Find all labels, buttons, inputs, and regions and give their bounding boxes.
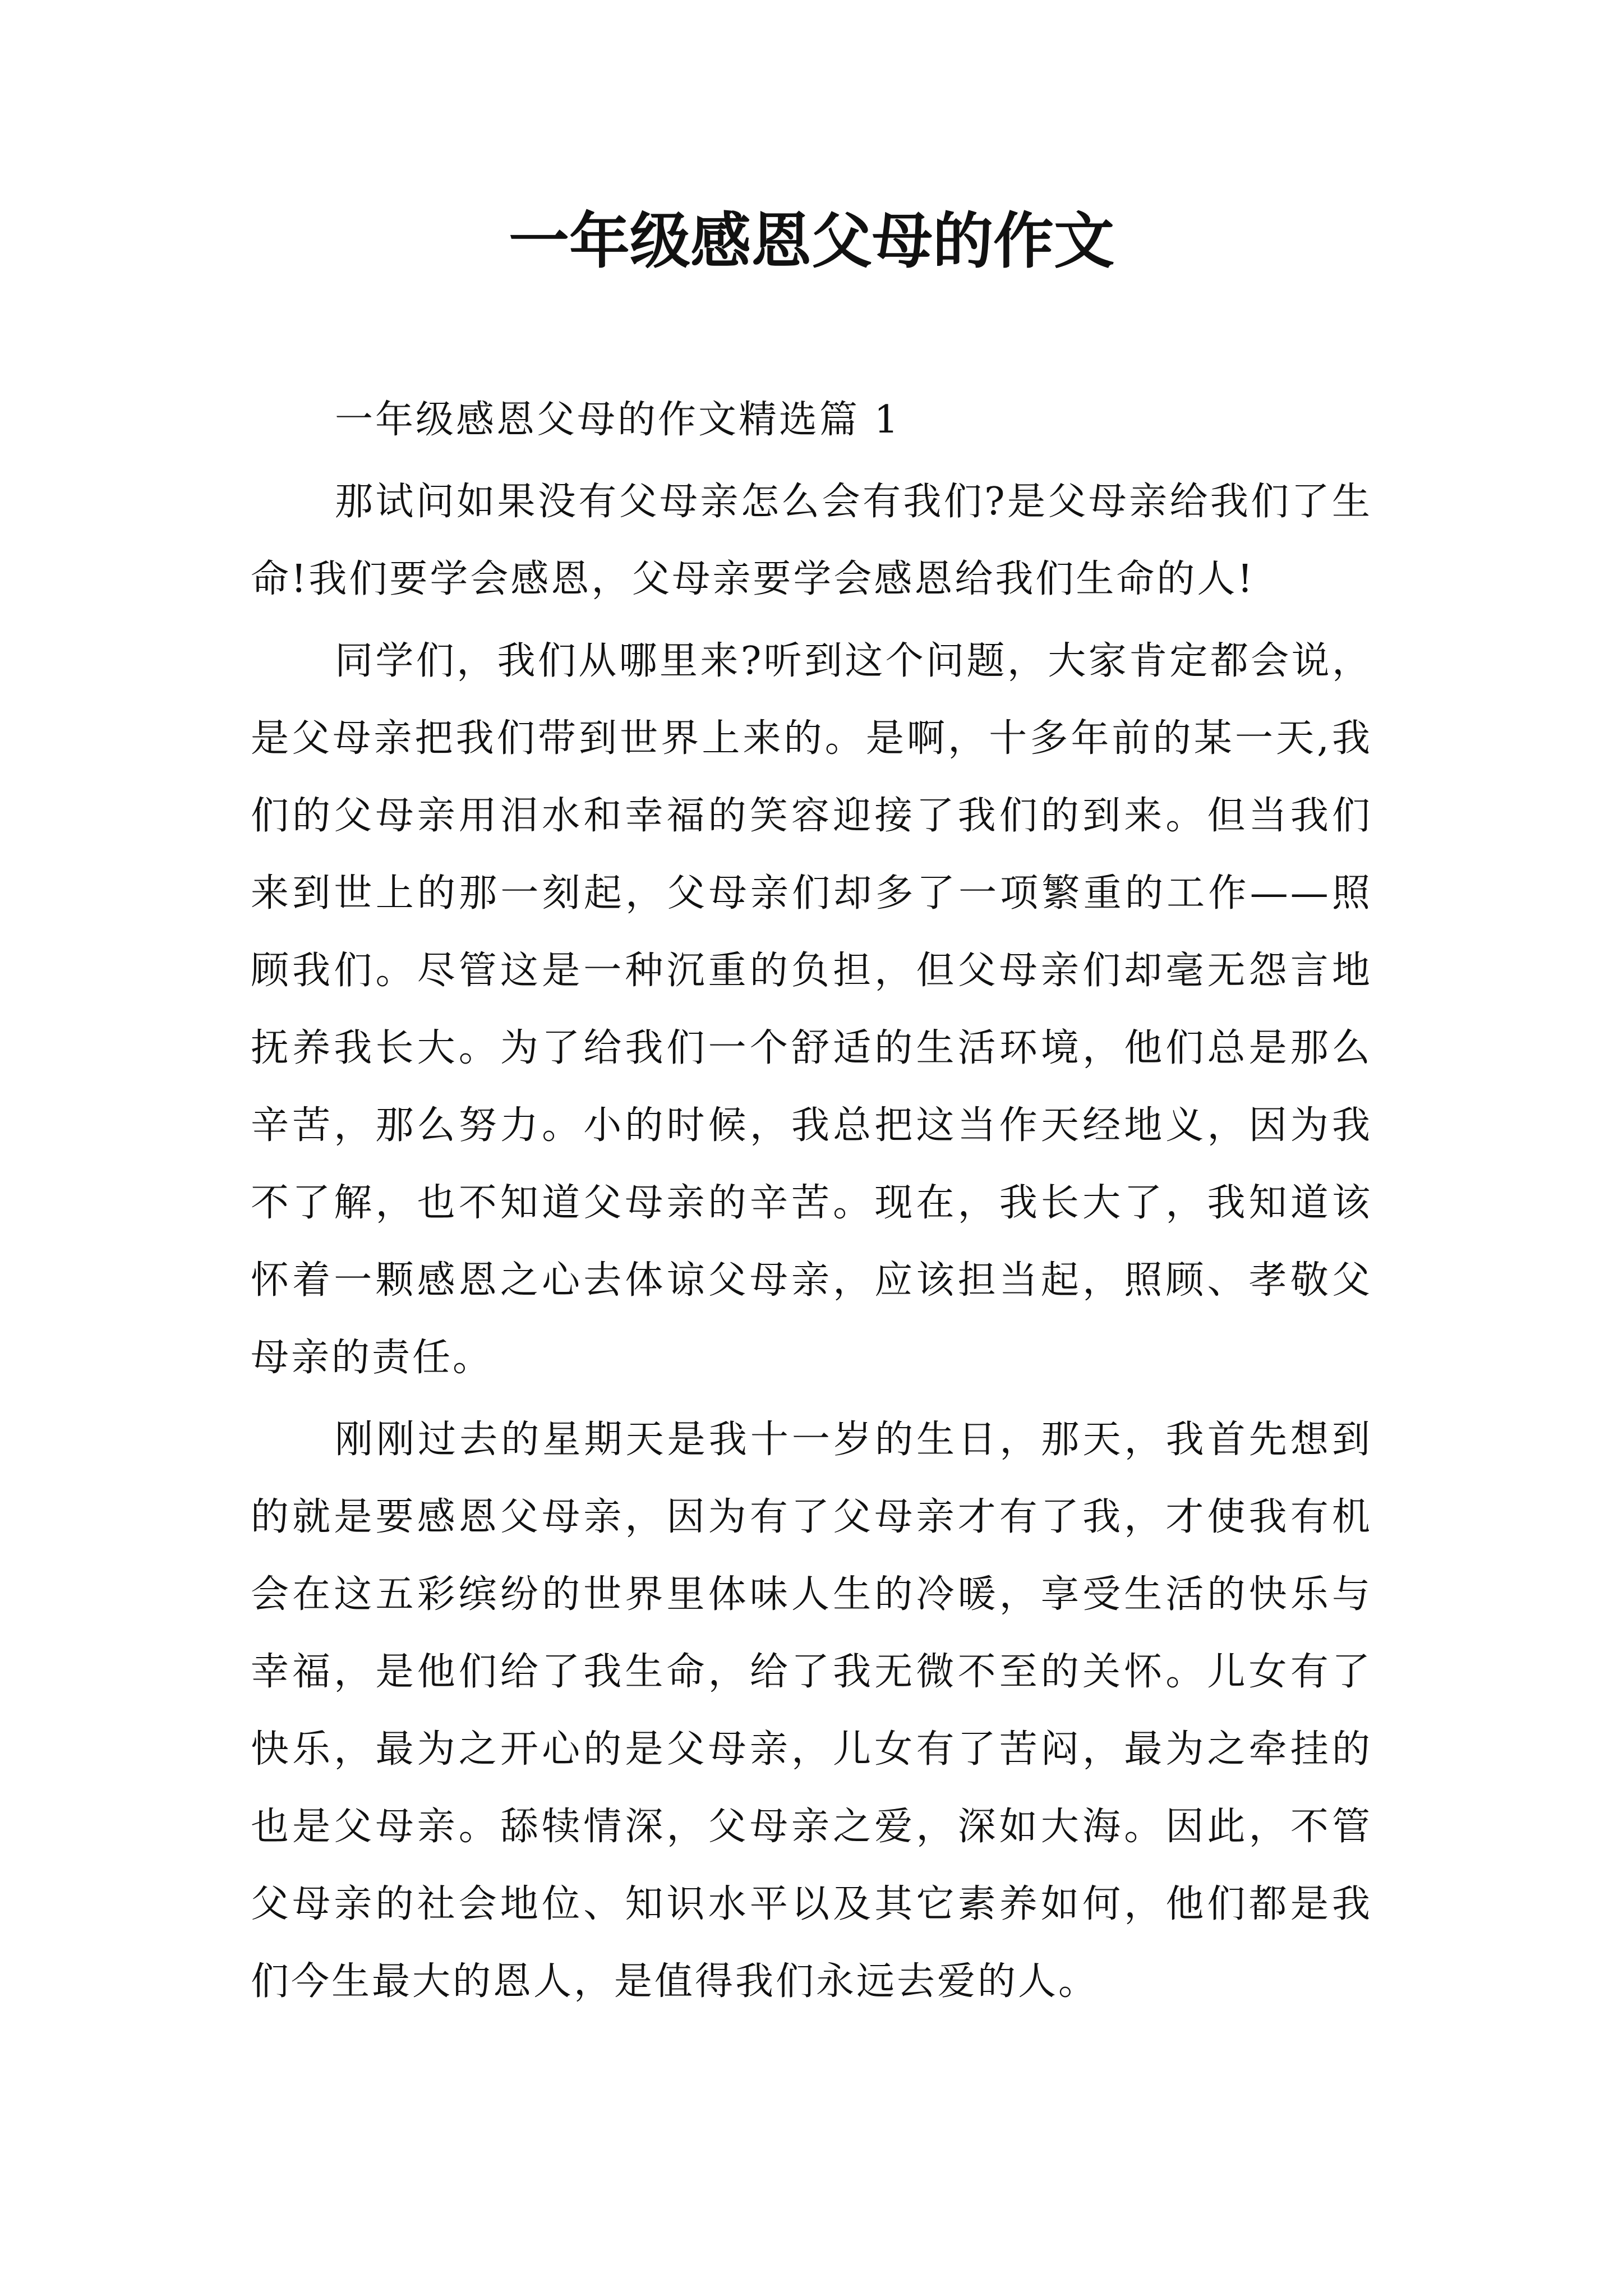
paragraph-3: 刚刚过去的星期天是我十一岁的生日，那天，我首先想到的就是要感恩父母亲，因为有了父母亲才有了我，才使我有机会在这五彩缤纷的世界里体味人生的冷暖，享受生活的快乐与幸福，是他们给了我生命，给了我无微不至的关怀。儿女有了快乐，最为之开心的是父母亲，儿女有了苦闷，最为之牵挂的也是父母亲。舔犊情深，父母亲之爱，深如大海。因此，不管父母亲的社会地位、知识水平以及其它素养如何，他们都是我们今生最大的恩人，是值得我们永远去爱的人。 [251,1418,1372,2004]
section-heading: 一年级感恩父母的作文精选篇 1 [335,398,901,442]
paragraph-1: 那试问如果没有父母亲怎么会有我们?是父母亲给我们了生命!我们要学会感恩，父母亲要学会感恩给我们生命的人! [251,480,1372,601]
document-body [251,381,1372,2025]
document-title: 一年级感恩父母的作文 [508,206,1114,277]
paragraph-2: 同学们，我们从哪里来?听到这个问题，大家肯定都会说，是父母亲把我们带到世界上来的。是啊，十多年前的某一天,我们的父母亲用泪水和幸福的笑容迎接了我们的到来。但当我们来到世上的那一刻起，父母亲们却多了一项繁重的工作——照顾我们。尽管这是一种沉重的负担，但父母亲们却毫无怨言地抚养我长大。为了给我们一个舒适的生活环境，他们总是那么辛苦，那么努力。小的时候，我总把这当作天经地义，因为我不了解，也不知道父母亲的辛苦。现在，我长大了，我知道该怀着一颗感恩之心去体谅父母亲，应该担当起，照顾、孝敬父母亲的责任。 [251,639,1372,1380]
